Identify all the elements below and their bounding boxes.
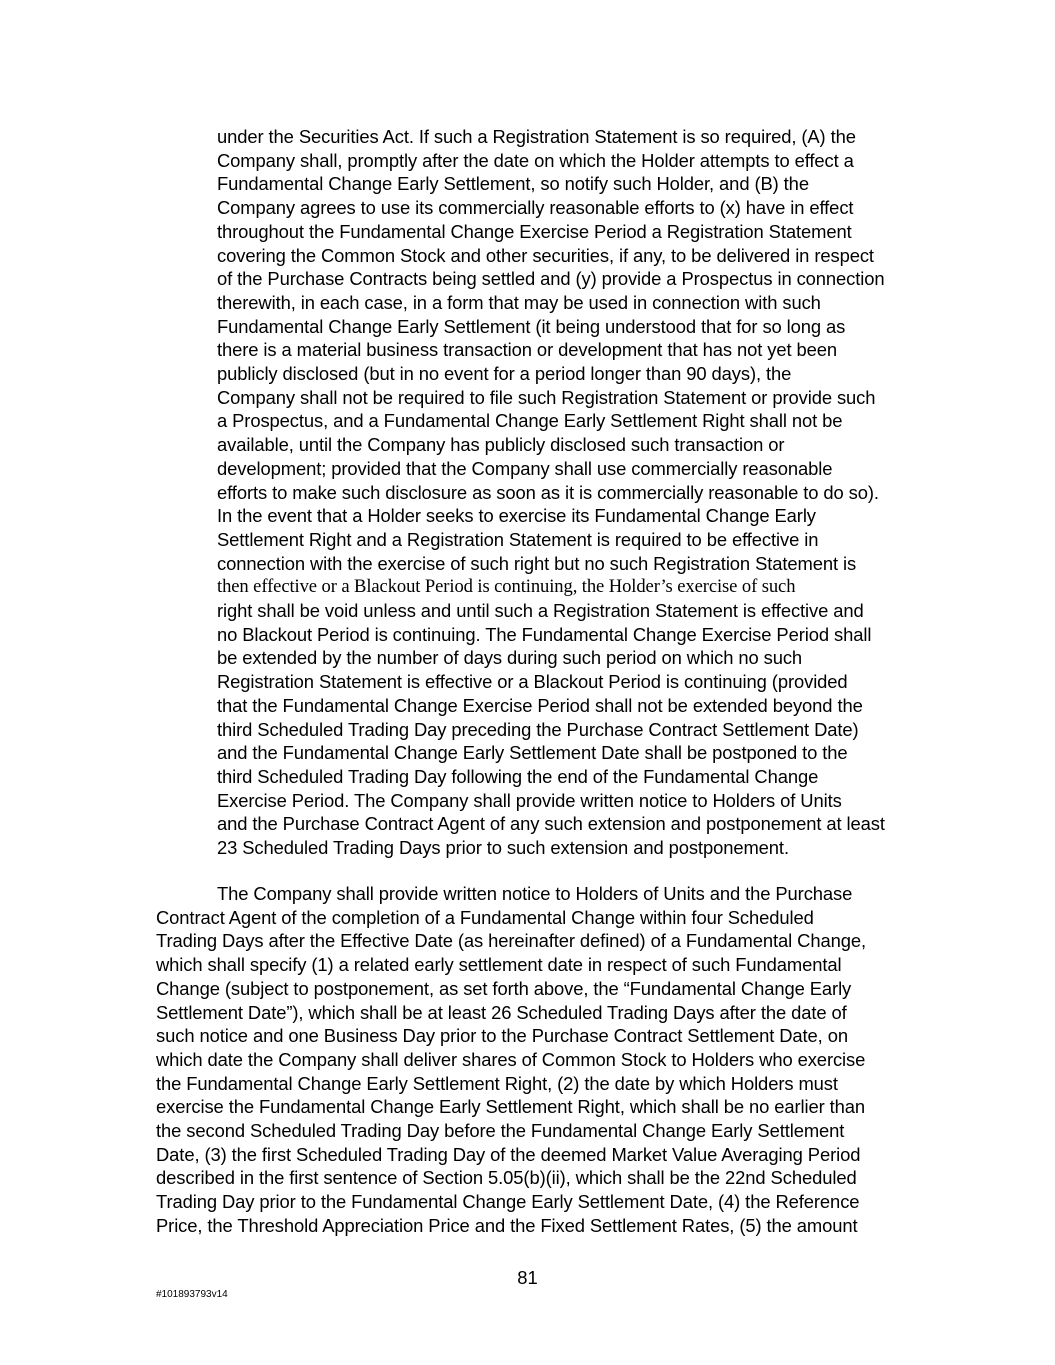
paragraph-line: Exercise Period. The Company shall provide written notice to Holders of Units: [217, 789, 842, 811]
paragraph-line: which shall specify (1) a related early settlement date in respect of such Fundamental: [156, 954, 842, 976]
paragraph-line: Price, the Threshold Appreciation Price and the Fixed Settlement Rates, (5) the amount: [156, 1214, 858, 1236]
paragraph-line: Fundamental Change Early Settlement (it being understood that for so long as: [217, 315, 846, 337]
paragraph-line: connection with the exercise of such right but no such Registration Statement is: [217, 552, 857, 574]
paragraph-line: Fundamental Change Early Settlement, so notify such Holder, and (B) the: [217, 173, 809, 195]
paragraph-line: exercise the Fundamental Change Early Settlement Right, which shall be no earlier than: [156, 1096, 866, 1118]
paragraph-line: a Prospectus, and a Fundamental Change Early Settlement Right shall not be: [217, 410, 843, 432]
paragraph-line: publicly disclosed (but in no event for a period longer than 90 days), the: [217, 363, 792, 384]
paragraph-line: then effective or a Blackout Period is continuing, the Holder’s exercise of such: [217, 576, 796, 598]
paragraph-line: covering the Common Stock and other securities, if any, to be delivered in respect: [217, 244, 874, 266]
paragraph-line: there is a material business transaction or development that has not yet been: [217, 339, 837, 361]
paragraph-line: Company agrees to use its commercially reasonable efforts to (x) have in effect: [217, 197, 854, 219]
paragraph-line: Company shall not be required to file such Registration Statement or provide such: [217, 386, 876, 408]
paragraph-line: Change (subject to postponement, as set forth above, the “Fundamental Change Early: [156, 977, 852, 999]
paragraph-line: third Scheduled Trading Day following the end of the Fundamental Change: [217, 765, 819, 787]
paragraph-line: development; provided that the Company shall use commercially reasonable: [217, 457, 833, 479]
paragraph-line: Trading Days after the Effective Date (as hereinafter defined) of a Fundamental Change,: [156, 930, 866, 952]
paragraph-line: under the Securities Act. If such a Registration Statement is so required, (A) the: [217, 126, 856, 147]
paragraph-line: Company shall, promptly after the date on which the Holder attempts to effect a: [217, 149, 854, 171]
paragraph-line: no Blackout Period is continuing. The Fundamental Change Exercise Period shall: [217, 623, 872, 645]
paragraph-line: be extended by the number of days during such period on which no such: [217, 647, 803, 669]
paragraph-line: which date the Company shall deliver shares of Common Stock to Holders who exercise: [156, 1048, 866, 1070]
paragraph-line: Settlement Date”), which shall be at least 26 Scheduled Trading Days after the date of: [156, 1001, 847, 1023]
paragraph-line: described in the first sentence of Section 5.05(b)(ii), which shall be the 22nd Scheduled: [156, 1167, 857, 1189]
paragraph-line: Trading Day prior to the Fundamental Change Early Settlement Date, (4) the Reference: [156, 1191, 860, 1213]
paragraph-line: efforts to make such disclosure as soon as it is commercially reasonable to do so).: [217, 481, 879, 503]
paragraph-line: available, until the Company has publicly disclosed such transaction or: [217, 434, 785, 456]
paragraph-line: In the event that a Holder seeks to exercise its Fundamental Change Early: [217, 505, 816, 527]
paragraph-line: The Company shall provide written notice to Holders of Units and the Purchase: [217, 883, 853, 904]
paragraph-line: and the Fundamental Change Early Settlement Date shall be postponed to the: [217, 742, 848, 764]
paragraph-line: of the Purchase Contracts being settled and (y) provide a Prospectus in connection: [217, 268, 885, 290]
paragraph-line: that the Fundamental Change Exercise Period shall not be extended beyond the: [217, 694, 863, 716]
paragraph-line: Contract Agent of the completion of a Fundamental Change within four Scheduled: [156, 906, 814, 928]
paragraph-line: right shall be void unless and until such a Registration Statement is effective and: [217, 600, 864, 621]
document-id: #101893793v14: [156, 1289, 228, 1300]
paragraph-line: throughout the Fundamental Change Exercise Period a Registration Statement: [217, 220, 852, 242]
paragraph-line: 23 Scheduled Trading Days prior to such extension and postponement.: [217, 837, 789, 858]
paragraph-line: Registration Statement is effective or a Blackout Period is continuing (provided: [217, 671, 848, 693]
paragraph-line: the Fundamental Change Early Settlement Right, (2) the date by which Holders must: [156, 1072, 838, 1094]
page-number: 81: [517, 1267, 538, 1288]
paragraph-line: the second Scheduled Trading Day before the Fundamental Change Early Settlement: [156, 1120, 845, 1141]
paragraph-line: Date, (3) the first Scheduled Trading Day of the deemed Market Value Averaging Period: [156, 1143, 861, 1165]
paragraph-line: and the Purchase Contract Agent of any such extension and postponement at least: [217, 813, 885, 835]
paragraph-line: Settlement Right and a Registration Statement is required to be effective in: [217, 528, 819, 550]
paragraph-line: such notice and one Business Day prior to the Purchase Contract Settlement Date, on: [156, 1025, 848, 1047]
paragraph-line: therewith, in each case, in a form that may be used in connection with such: [217, 291, 821, 313]
paragraph-line: third Scheduled Trading Day preceding the Purchase Contract Settlement Date): [217, 718, 859, 740]
